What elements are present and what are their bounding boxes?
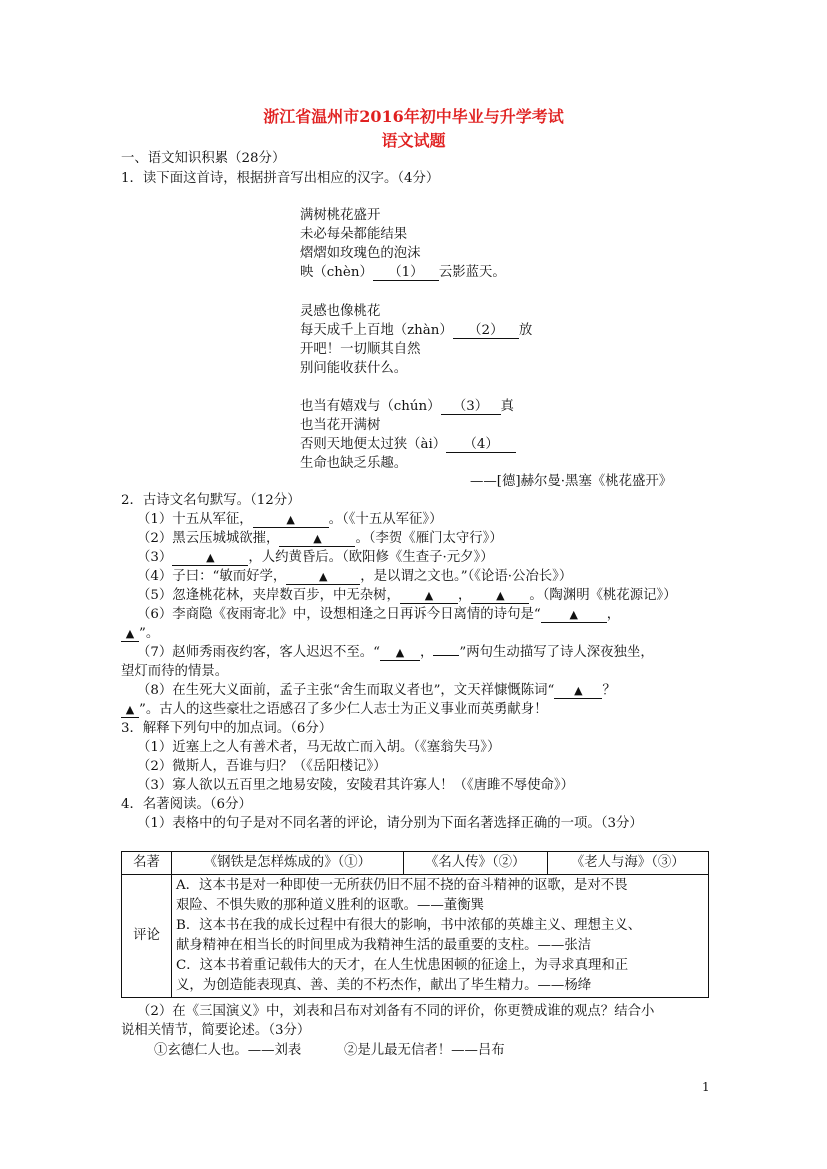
item-text: （7）赵师秀雨夜约客，客人迟迟不至。“ [137,645,381,660]
q3-item-3: （3）寡人欲以五百里之地易安陵，安陵君其许寡人！（《唐雎不辱使命》） [137,778,575,793]
answer-blank[interactable] [433,655,459,656]
section-heading: 一、语文知识积累（28分） [121,151,286,166]
answer-blank[interactable]: ▲ [253,512,329,528]
q4-sub-2: （2）在《三国演义》中，刘表和吕布对刘备有不同的评价，你更赞成谁的观点？结合小 [137,1004,655,1019]
table-row [122,875,709,998]
poem-line: 灵感也像桃花 [300,304,381,319]
exam-subtitle: 语文试题 [381,131,446,150]
item-text: （8）在生死大义面前，孟子主张“舍生而取义者也”，文天祥慷慨陈词“ [137,683,555,698]
q2-item-7 [137,644,654,662]
exam-title: 浙江省温州市2016年初中毕业与升学考试 [263,107,564,126]
q2-item-3 [137,549,494,567]
table-header-cell: 《老人与海》（③） [547,852,708,875]
item-text: ”。古人的这些豪壮之语感召了多少仁人志士为正义事业而英勇献身！ [139,702,548,717]
answer-blank[interactable]: ▲ [172,550,248,566]
item-text: ， [457,588,472,603]
q2-item-7-cont: 望灯而待的情景。 [121,664,229,679]
table-header-cell: 名著 [122,852,172,875]
works-table [121,851,709,998]
q4-sub-1: （1）表格中的句子是对不同名著的评论，请分别为下面名著选择正确的一项。（3分） [137,816,643,831]
poem-text: 每天成千上百地（zhàn） [300,323,453,338]
q2-item-6 [137,606,620,624]
item-text: ，人约黄昏后。（欧阳修《生查子·元夕》） [248,550,494,565]
poem-line [300,264,506,282]
table-row-label: 评论 [122,875,172,998]
question-1-prompt: 1．读下面这首诗，根据拼音写出相应的汉字。（4分） [121,171,440,186]
poem-line: 也当花开满树 [300,418,381,433]
item-text: 。（陶渊明《桃花源记》） [529,588,677,603]
answer-blank[interactable]: ▲ [400,588,458,604]
table-header-cell: 《钢铁是怎样炼成的》（①） [172,852,404,875]
answer-blank-1[interactable]: （1） [373,265,439,281]
question-4-prompt: 4．名著阅读。（6分） [121,797,252,812]
poem-line [300,322,532,340]
table-header-row [122,852,709,875]
answer-blank[interactable]: ▲ [380,645,420,661]
answer-blank[interactable]: ▲ [279,531,355,547]
q2-item-4 [137,568,572,586]
item-text: （4）子曰：“敏而好学， [137,569,287,584]
q3-item-2: （2）微斯人，吾谁与归？（《岳阳楼记》） [137,759,387,774]
poem-line: 别问能收获什么。 [300,361,408,376]
answer-blank-4[interactable]: （4） [446,437,516,453]
q2-item-5 [137,587,677,605]
answer-blank[interactable]: ▲ [541,607,607,623]
poem-line: 熠熠如玫瑰色的泡沫 [300,246,421,261]
review-cell [172,875,709,998]
review-b-line: 献身精神在相当长的时间里成为我精神生活的最重要的支柱。——张洁 [176,938,592,953]
item-text: ？ [602,683,616,698]
question-3-prompt: 3．解释下列句中的加点词。（6分） [121,721,333,736]
q4-option-1: ①玄德仁人也。——刘表 [154,1043,302,1058]
poem-text: 否则天地便太过狭（ài） [300,437,447,452]
item-text: ，是以谓之文也。”（《论语·公冶长》） [360,569,573,584]
item-text: （5）忽逢桃花林，夹岸数百步，中无杂树， [137,588,400,603]
item-text: ， [606,607,621,622]
q3-item-1: （1）近塞上之人有善术者，马无故亡而入胡。（《塞翁失马》） [137,740,501,755]
poem-line: 开吧！一切顺其自然 [300,342,421,357]
q2-item-6-cont [121,625,159,643]
poem-line: 生命也缺乏乐趣。 [300,456,408,471]
item-text: （1）十五从军征， [137,512,253,527]
review-b-line: B．这本书在我的成长过程中有很大的影响，书中浓郁的英雄主义、理想主义、 [176,918,642,933]
question-2-prompt: 2．古诗文名句默写。（12分） [121,493,301,508]
q2-item-2 [137,530,503,548]
item-text: 。（《十五从军征》） [328,512,443,527]
item-text: （2）黑云压城城欲摧， [137,531,280,546]
answer-blank[interactable]: ▲ [121,626,139,642]
poem-line: 满树桃花盛开 [300,208,381,223]
review-a-line: 艰险、不惧失败的那种道义胜利的讴歌。——董衡巽 [176,898,484,913]
item-text: （6）李商隐《夜雨寄北》中，设想相逢之日再诉今日离情的诗句是“ [137,607,541,622]
poem-text: 云影蓝天。 [438,265,506,280]
poem-line [300,398,514,416]
poem-line [300,436,516,454]
q4-sub-2-cont: 说相关情节，简要论述。（3分） [121,1023,311,1038]
answer-blank[interactable]: ▲ [554,683,602,699]
q2-item-1 [137,511,442,529]
answer-blank-3[interactable]: （3） [441,399,501,415]
answer-blank[interactable]: ▲ [121,702,139,718]
poem-attribution: ——[德]赫尔曼·黑塞《桃花盛开》 [470,474,673,489]
answer-blank-2[interactable]: （2） [453,323,519,339]
poem-text: 也当有嬉戏与（chún） [300,399,441,414]
item-text: ”两句生动描写了诗人深夜独坐， [459,645,654,660]
answer-blank[interactable]: ▲ [286,569,360,585]
q4-option-2: ②是儿最无信者！——吕布 [344,1043,505,1058]
poem-text: 放 [518,323,533,338]
review-a-line: A．这本书是对一种即使一无所获仍旧不屈不挠的奋斗精神的讴歌，是对不畏 [176,878,628,893]
review-c-line: C．这本书着重记载伟大的天才，在人生忧患困顿的征途上，为寻求真理和正 [176,958,629,973]
q2-item-8 [137,682,616,700]
item-text: ， [420,645,434,660]
answer-blank[interactable]: ▲ [471,588,529,604]
item-text: ”。 [139,626,160,641]
poem-text: 映（chèn） [300,265,373,280]
item-text: （3） [137,550,173,565]
q2-item-8-cont [121,701,548,719]
review-c-line: 义，为创造能表现真、善、美的不朽杰作，献出了毕生精力。——杨绛 [176,978,592,993]
poem-text: 真 [500,399,514,414]
page-number: 1 [702,1080,710,1094]
table-header-cell: 《名人传》（②） [403,852,547,875]
poem-line: 未必每朵都能结果 [300,227,408,242]
item-text: 。（李贺《雁门太守行》） [355,531,503,546]
